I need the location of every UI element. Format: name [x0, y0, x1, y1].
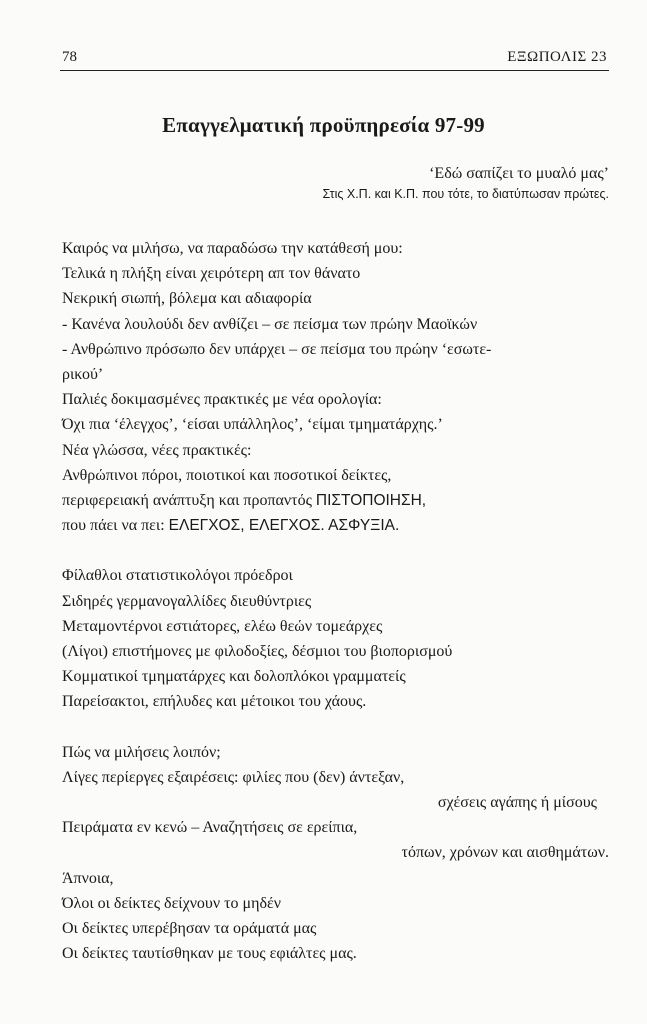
stanza-2 [62, 563, 609, 714]
poem-line: Πώς να μιλήσεις λοιπόν; [62, 743, 221, 761]
poem-line: Σιδηρές γερμανογαλλίδες διευθύντριες [62, 592, 312, 610]
poem-line: Λίγες περίεργες εξαιρέσεις: φιλίες που (δεν) άντεξαν, [62, 768, 405, 786]
poem-line: Καιρός να μιλήσω, να παραδώσω την κατάθεσή μου: [62, 240, 403, 257]
header-rule [60, 70, 609, 71]
epigraph [323, 163, 609, 203]
poem-line-indented: σχέσεις αγάπης ή μίσους [437, 794, 597, 812]
poem-line: Κομματικοί τμηματάρχες και δολοπλόκοι γραμματείς [62, 668, 406, 686]
page-number: 78 [62, 49, 77, 65]
poem-line: Όχι πια ‘έλεγχος’, ‘είσαι υπάλληλος’, ‘είμαι τμηματάρχης.’ [62, 416, 443, 434]
poem-line: Πειράματα εν κενώ – Αναζητήσεις σε ερείπια, [62, 819, 358, 837]
poem-line: Νέα γλώσσα, νέες πρακτικές: [62, 441, 252, 459]
epigraph-source: Στις Χ.Π. και Κ.Π. που τότε, το διατύπωσαν πρώτες. [322, 187, 609, 201]
poem-line: ρικού’ [62, 366, 104, 384]
poem-title: Επαγγελματική προϋπηρεσία 97-99 [162, 113, 485, 137]
poem-line [62, 513, 609, 538]
epigraph-quote: ‘Εδώ σαπίζει το μυαλό μας’ [429, 165, 609, 182]
poem-line: Τελικά η πλήξη είναι χειρότερη απ τον θάνατο [62, 265, 361, 283]
poem-line: Παρείσακτοι, επήλυδες και μέτοικοι του χάους. [62, 693, 367, 711]
poem-line-indented: τόπων, χρόνων και αισθημάτων. [401, 844, 609, 862]
poem-line: Άπνοια, [62, 869, 114, 887]
poem-line: Ανθρώπινοι πόροι, ποιοτικοί και ποσοτικοί δείκτες, [62, 466, 392, 484]
poem-line: Νεκρική σιωπή, βόλεμα και αδιαφορία [62, 290, 312, 308]
poem-line: Φίλαθλοι στατιστικολόγοι πρόεδροι [62, 567, 293, 585]
caps-word: ΠΙΣΤΟΠΟΙΗΣΗ, [315, 492, 427, 510]
poem-line: - Κανένα λουλούδι δεν ανθίζει – σε πείσμα των πρώην Μαοϊκών [62, 315, 478, 333]
poem-line: - Ανθρώπινο πρόσωπο δεν υπάρχει – σε πείσμα του πρώην ‘εσωτε- [62, 340, 492, 358]
running-head: ΕΞΩΠΟΛΙΣ 23 [507, 49, 607, 65]
poem-line: Μεταμοντέρνοι εστιάτορες, ελέω θεών τομεάρχες [62, 617, 383, 635]
poem-line: Παλιές δοκιμασμένες πρακτικές με νέα ορολογία: [62, 391, 382, 409]
poem-line-text: περιφερειακή ανάπτυξη και προπαντός [62, 492, 316, 510]
stanza-3 [62, 740, 609, 967]
poem-line-text: που πάει να πει: [62, 517, 169, 535]
poem-line: Οι δείκτες ταυτίσθηκαν με τους εφιάλτες μας. [62, 945, 357, 963]
caps-phrase: ΕΛΕΓΧΟΣ, ΕΛΕΓΧΟΣ. ΑΣΦΥΞΙΑ. [168, 517, 400, 535]
poem-line: (Λίγοι) επιστήμονες με φιλοδοξίες, δέσμιοι του βιοπορισμού [62, 643, 453, 661]
poem-line: Οι δείκτες υπερέβησαν τα οράματά μας [62, 920, 317, 938]
stanza-1 [62, 236, 609, 538]
poem-line [62, 488, 609, 513]
poem-line: Όλοι οι δείκτες δείχνουν το μηδέν [62, 894, 281, 912]
poem-body [62, 236, 609, 991]
